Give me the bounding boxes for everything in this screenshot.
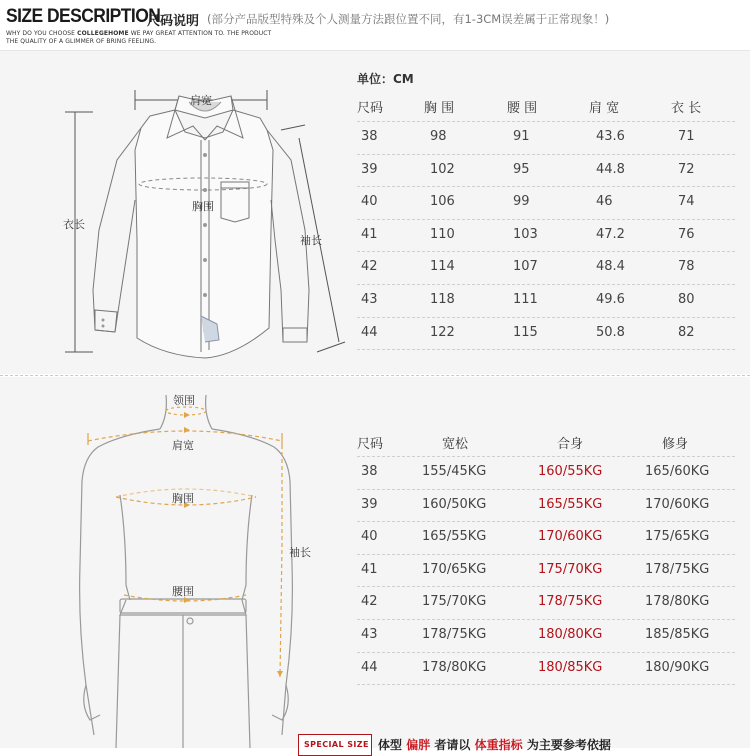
size-table-cell: 106 (430, 194, 455, 210)
size-table-cell: 118 (430, 292, 455, 307)
size-table-cell: 107 (513, 259, 538, 275)
note-part1: 体型 (378, 738, 403, 752)
size-table-header-size: 尺码 (357, 101, 384, 116)
fit-table-cell: 165/55KG (422, 529, 487, 545)
fit-table-cell: 175/70KG (538, 561, 603, 577)
brand-tagline-line2: THE QUALITY OF A GLIMMER OF BRING FEELING. (6, 38, 157, 45)
brand-tagline-line1 (6, 30, 271, 37)
size-table-cell: 82 (678, 324, 695, 340)
size-table-cell: 38 (361, 129, 378, 144)
fit-table-cell: 38 (361, 464, 378, 479)
fit-table-cell: 165/60KG (645, 464, 710, 479)
row-divider (357, 554, 735, 555)
tagline-part-b: WE PAY GREAT ATTENTION TO. THE PRODUCT (130, 30, 272, 37)
fit-table-cell: 44 (361, 659, 378, 675)
row-divider (357, 521, 735, 522)
row-divider (357, 684, 735, 685)
fit-table-header-loose: 宽松 (442, 437, 469, 452)
row-divider (357, 154, 735, 155)
section-divider (0, 375, 750, 376)
shirt-shoulder-label: 肩宽 (190, 94, 212, 107)
size-table-cell: 98 (430, 129, 447, 144)
row-divider (357, 586, 735, 587)
size-table-cell: 46 (596, 194, 613, 210)
fit-table-cell: 178/75KG (538, 594, 603, 610)
fit-table-cell: 160/55KG (538, 464, 603, 479)
size-table-cell: 91 (513, 129, 530, 144)
row-divider (357, 251, 735, 252)
size-table-cell: 74 (678, 194, 695, 210)
size-table-cell: 41 (361, 226, 378, 242)
size-table-cell: 43.6 (596, 129, 625, 144)
size-table-cell: 40 (361, 194, 378, 210)
size-table-cell: 122 (430, 324, 455, 340)
fit-table-cell: 178/75KG (645, 561, 710, 577)
fit-table-cell: 185/85KG (645, 627, 710, 642)
unit-label: 单位：CM (357, 72, 414, 86)
size-table-header-waist: 腰 围 (507, 101, 538, 116)
note-part5: 为主要参考依据 (526, 738, 611, 752)
size-table-cell: 42 (361, 259, 378, 275)
row-divider (357, 219, 735, 220)
special-size-text: SPECIAL SIZE (304, 740, 369, 749)
fit-table-cell: 155/45KG (422, 464, 487, 479)
row-divider (357, 284, 735, 285)
size-table-cell: 95 (513, 161, 530, 177)
note-part4: 体重指标 (474, 738, 523, 752)
size-table-cell: 44.8 (596, 161, 625, 177)
note-part3: 者请以 (434, 738, 471, 752)
fit-table-cell: 165/55KG (538, 496, 603, 512)
fit-table-cell: 175/70KG (422, 594, 487, 610)
row-divider (357, 349, 735, 350)
size-table-cell: 103 (513, 226, 538, 242)
fit-table-cell: 180/90KG (645, 659, 710, 675)
size-table-cell: 44 (361, 324, 378, 340)
fit-table-cell: 178/80KG (422, 659, 487, 675)
size-table-cell: 49.6 (596, 292, 625, 307)
note-part2: 偏胖 (406, 738, 431, 752)
fit-table-cell: 42 (361, 594, 378, 610)
body-waist-label: 腰围 (172, 585, 194, 598)
fit-table-header-slim: 修身 (662, 437, 689, 452)
weight-reference-note (378, 736, 611, 753)
size-disclaimer: (部分产品版型特殊及个人测量方法跟位置不同，有1-3CM误差属于正常现象！) (207, 12, 610, 26)
size-table-cell: 102 (430, 161, 455, 177)
size-table-header-shoulder: 肩 宽 (589, 101, 620, 116)
brand-name: COLLEGEHOME (77, 30, 129, 37)
size-table-cell: 99 (513, 194, 530, 210)
body-shoulder-label: 肩宽 (172, 439, 194, 452)
size-table-cell: 39 (361, 161, 378, 177)
body-chest-label: 胸围 (172, 492, 194, 505)
shirt-illustration (55, 80, 350, 370)
fit-table-cell: 41 (361, 561, 378, 577)
fit-table-cell: 40 (361, 529, 378, 545)
shirt-sleeve-label: 袖长 (300, 234, 322, 247)
fit-table-cell: 170/60KG (645, 496, 710, 512)
size-table-cell: 115 (513, 324, 538, 340)
size-table-cell: 76 (678, 226, 695, 242)
fit-table-cell: 180/80KG (538, 627, 603, 642)
size-table-cell: 114 (430, 259, 455, 275)
size-table-cell: 72 (678, 161, 695, 177)
size-table-cell: 78 (678, 259, 695, 275)
size-table-cell: 43 (361, 292, 378, 307)
row-divider (357, 317, 735, 318)
body-sleeve-label: 袖长 (289, 546, 311, 559)
row-divider (357, 186, 735, 187)
size-table-cell: 48.4 (596, 259, 625, 275)
tagline-part-a: WHY DO YOU CHOOSE (6, 30, 76, 37)
fit-table-header-regular: 合身 (557, 437, 584, 452)
fit-table-cell: 43 (361, 627, 378, 642)
row-divider (357, 121, 735, 122)
shirt-chest-label: 胸围 (192, 200, 214, 213)
size-table-cell: 47.2 (596, 226, 625, 242)
size-table-cell: 111 (513, 292, 538, 307)
size-table-cell: 110 (430, 226, 455, 242)
size-table-cell: 50.8 (596, 324, 625, 340)
size-table-cell: 71 (678, 129, 695, 144)
fit-table-cell: 175/65KG (645, 529, 710, 545)
fit-table-cell: 170/60KG (538, 529, 603, 545)
page-title-cn: 尺码说明 (147, 14, 200, 29)
page-title: SIZE DESCRIPTION (6, 6, 161, 27)
row-divider (357, 456, 735, 457)
row-divider (357, 489, 735, 490)
fit-table-cell: 178/75KG (422, 627, 487, 642)
fit-table-cell: 180/85KG (538, 659, 603, 675)
shirt-length-label: 衣长 (63, 218, 85, 231)
fit-table-cell: 160/50KG (422, 496, 487, 512)
size-table-header-chest: 胸 围 (424, 101, 455, 116)
row-divider (357, 619, 735, 620)
fit-table-cell: 178/80KG (645, 594, 710, 610)
fit-table-cell: 170/65KG (422, 561, 487, 577)
body-neck-label: 领围 (173, 394, 195, 407)
size-table-cell: 80 (678, 292, 695, 307)
size-table-header-length: 衣 长 (671, 101, 702, 116)
fit-table-header-size: 尺码 (357, 437, 384, 452)
row-divider (357, 652, 735, 653)
fit-table-cell: 39 (361, 496, 378, 512)
